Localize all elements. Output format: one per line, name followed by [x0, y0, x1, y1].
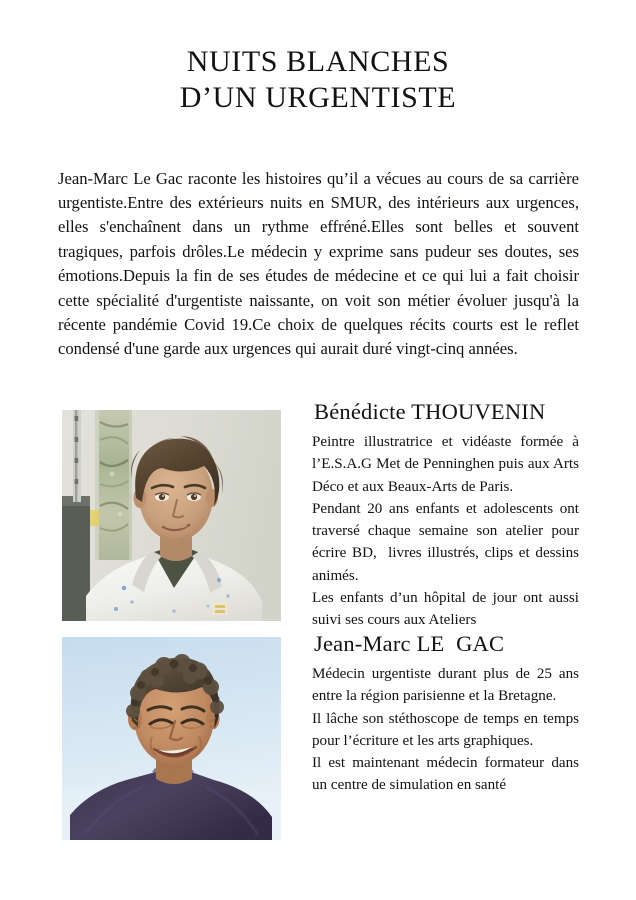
title-line-1: NUITS BLANCHES [186, 45, 450, 78]
author-bio-jean-marc-le-gac [312, 630, 583, 797]
author-name: Bénédicte THOUVENIN [314, 399, 546, 424]
author-photo-benedicte-thouvenin [62, 410, 281, 621]
author-paragraph: Il lâche son stéthoscope de temps en temps pour l’écriture et les arts graphiques. [312, 710, 583, 749]
page-title [0, 44, 636, 116]
author-paragraph: Peintre illustratrice et vidéaste formée à l’E.S.A.G Met de Penninghen puis aux Arts Déco et aux Beaux-Arts de Paris. [312, 434, 583, 495]
author-paragraph: Les enfants d’un hôpital de jour ont aussi suivi ses cours aux Ateliers [312, 590, 583, 629]
title-line-2: D’UN URGENTISTE [179, 81, 457, 114]
author-name: Jean-Marc LE GAC [314, 631, 505, 656]
author-paragraph: Pendant 20 ans enfants et adolescents ont traversé chaque semaine son atelier pour écrire BD, livres illustrés, clips et dessins animés. [312, 500, 583, 584]
author-paragraph: Il est maintenant médecin formateur dans un centre de simulation en santé [312, 755, 583, 794]
author-block-benedicte-thouvenin [0, 398, 636, 629]
book-synopsis: Jean-Marc Le Gac raconte les histoires qu’il a vécues au cours de sa carrière urgentiste.Entre des extérieurs nuits en SMUR, des intérieurs aux urgences, elles s'enchaînent dans un rythme effréné.Elles sont belles et souvent tragiques, parfois drôles.Le médecin y exprime sans pudeur ses doutes, ses émotions.Depuis la fin de ses études de médecine et ce qui lui a fait choisir cette spécialité d'urgentiste naissante, on voit son métier évoluer jusqu'à la récente pandémie Covid 19.Ce choix de quelques récits courts est le reflet condensé d'une garde aux urgences qui aurait duré vingt-cinq années. [58, 168, 579, 359]
author-block-jean-marc-le-gac [0, 630, 636, 845]
author-paragraph: Médecin urgentiste durant plus de 25 ans entre la région parisienne et la Bretagne. [312, 666, 583, 705]
author-photo-jean-marc-le-gac [62, 637, 281, 840]
author-bio-benedicte-thouvenin [312, 398, 583, 632]
